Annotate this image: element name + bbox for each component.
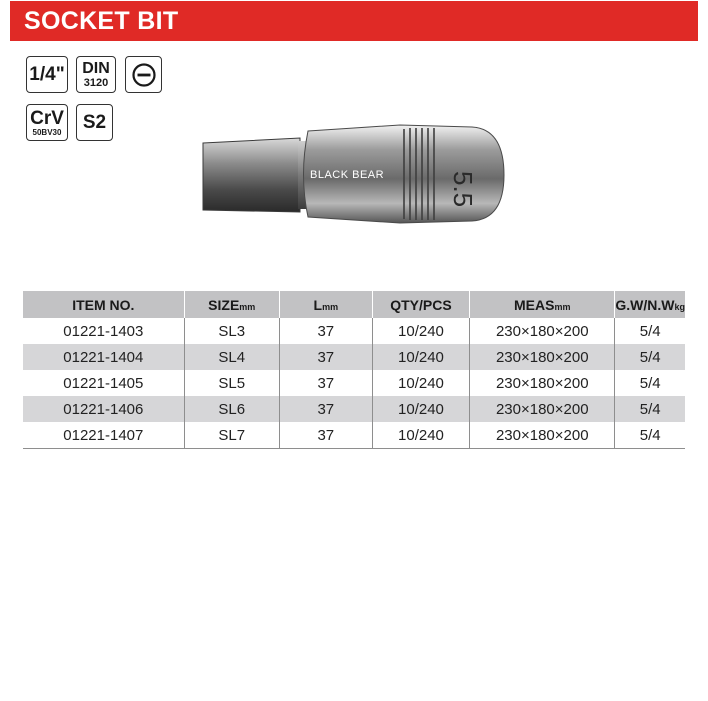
item-number-cell: 01221-1403: [63, 322, 144, 340]
column-header: SIZEmm: [184, 291, 279, 318]
size-cell: SL7: [184, 422, 279, 449]
spec-table: [23, 291, 685, 449]
table-row: [23, 370, 685, 396]
material-grade: 50BV30: [32, 127, 62, 137]
meas-cell: 230×180×200: [470, 396, 615, 422]
slotted-tip-badge: [125, 56, 162, 93]
weight-cell: 5/4: [615, 370, 685, 396]
length-cell: 37: [279, 370, 372, 396]
slotted-minus-icon: [131, 62, 157, 88]
size-cell: SL6: [184, 396, 279, 422]
item-number-cell: 01221-1404: [23, 344, 184, 370]
size-cell: SL3: [184, 318, 279, 344]
table-row: [23, 396, 685, 422]
material-label: CrV: [30, 107, 64, 129]
material-badge: [26, 104, 68, 141]
table-row: [23, 422, 685, 449]
bit-steel-badge: [76, 104, 113, 141]
meas-cell: 230×180×200: [470, 318, 615, 344]
size-cell: SL4: [184, 344, 279, 370]
column-header: G.W/N.Wkg: [615, 291, 685, 318]
qty-cell: 10/240: [372, 318, 469, 344]
item-number-cell: 01221-1406: [23, 396, 184, 422]
weight-cell: 5/4: [615, 396, 685, 422]
length-cell: 37: [279, 344, 372, 370]
table-row: [23, 344, 685, 370]
qty-cell: 10/240: [372, 422, 469, 449]
column-header: Lmm: [279, 291, 372, 318]
table-header-row: [23, 291, 685, 318]
header-banner: [10, 1, 698, 41]
bit-steel-label: S2: [82, 112, 107, 133]
length-cell: 37: [279, 318, 372, 344]
item-number-cell: 01221-1405: [63, 374, 144, 392]
length-cell: 37: [279, 396, 372, 422]
meas-cell: 230×180×200: [470, 422, 615, 449]
table-row: [23, 318, 685, 344]
weight-cell: 5/4: [615, 422, 685, 449]
weight-cell: 5/4: [615, 344, 685, 370]
column-header: MEASmm: [470, 291, 615, 318]
qty-cell: 10/240: [372, 396, 469, 422]
din-standard-badge: [76, 56, 116, 93]
drive-size-label: 1/4": [29, 64, 65, 85]
length-cell: 37: [279, 422, 372, 449]
meas-cell: 230×180×200: [470, 344, 615, 370]
socket-size-marking: 5.5: [448, 171, 478, 208]
qty-cell: 10/240: [372, 370, 469, 396]
din-number: 3120: [83, 76, 109, 89]
drive-size-badge: [26, 56, 68, 93]
product-image: [200, 115, 520, 233]
weight-cell: 5/4: [615, 318, 685, 344]
din-label: DIN: [82, 59, 110, 77]
column-header: ITEM NO.: [23, 291, 184, 318]
page-title: SOCKET BIT: [24, 6, 179, 35]
bit-blade: [203, 138, 300, 212]
qty-cell: 10/240: [372, 344, 469, 370]
brand-mark: BLACK BEAR: [310, 169, 385, 181]
column-header: QTY/PCS: [372, 291, 469, 318]
size-cell: SL5: [184, 370, 279, 396]
meas-cell: 230×180×200: [470, 370, 615, 396]
item-number-cell: 01221-1407: [23, 422, 184, 449]
